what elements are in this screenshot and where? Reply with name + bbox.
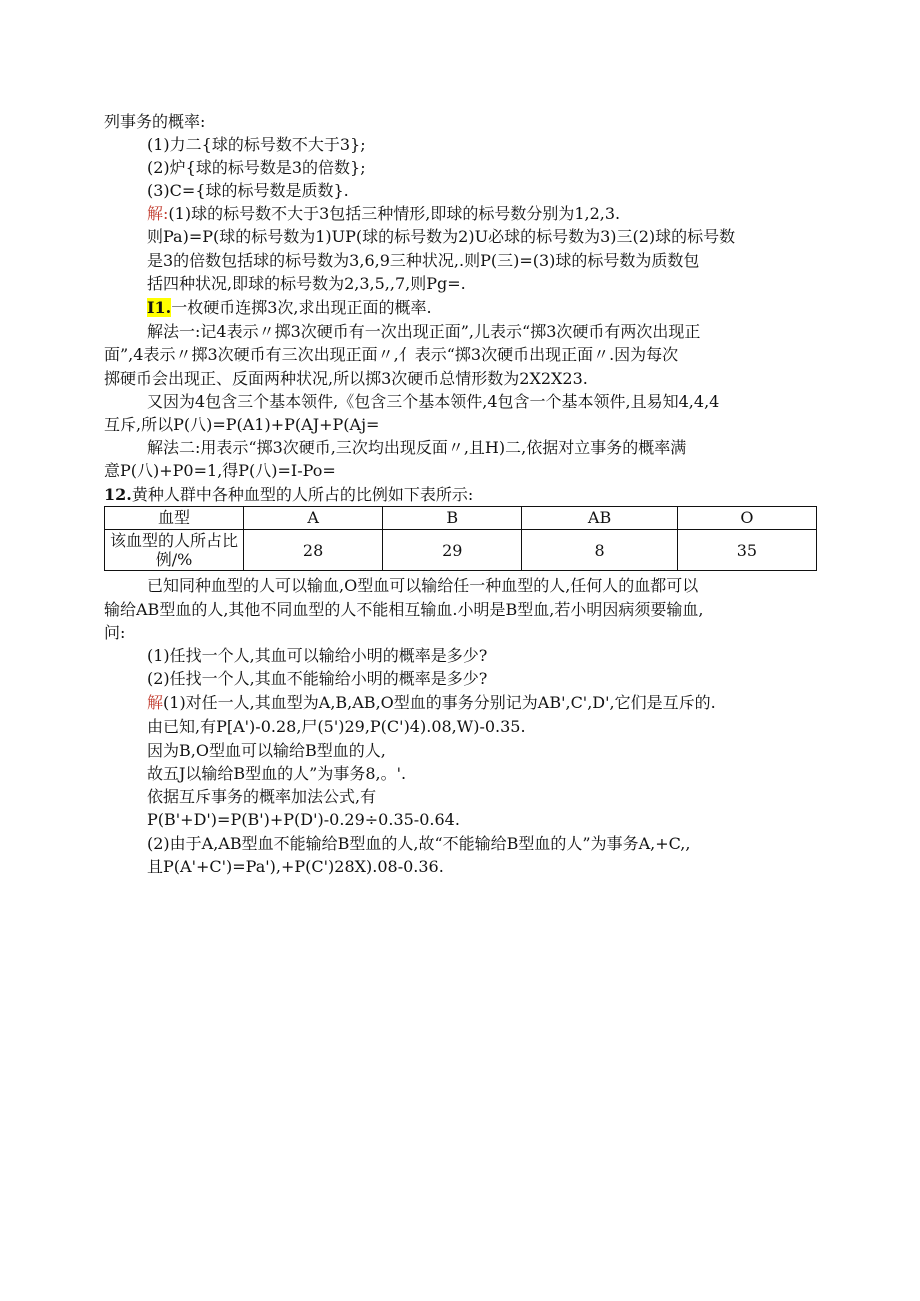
text-line: (3)C={球的标号数是质数}.: [147, 181, 349, 200]
text-line: (2)由于A,AB型血不能输给B型血的人,故“不能输给B型血的人”为事务A,+C,,: [147, 834, 691, 853]
table-row: [105, 530, 817, 571]
text-line: 解法二:用表示“掷3次硬币,三次均出现反面〃,且H)二,依据对立事务的概率满: [147, 438, 687, 457]
text-line: 是3的倍数包括球的标号数为3,6,9三种状况,.则P(三)=(3)球的标号数为质数包: [147, 251, 700, 270]
text-line: 括四种状况,即球的标号数为2,3,5,,7,则Pg=.: [147, 274, 466, 293]
solution-marker: 解: [147, 693, 164, 712]
text-line: (1)对任一人,其血型为A,B,AB,O型血的事务分别记为AB',C',D',它们是互斥的.: [163, 693, 716, 712]
blood-type-table: [104, 506, 817, 571]
text-line: 意P(八)+P0=1,得P(八)=I-Po=: [104, 461, 336, 480]
text-line: 列事务的概率:: [104, 112, 206, 131]
table-row: [105, 507, 817, 530]
text-line: 解法一:记4表示〃掷3次硬币有一次出现正面”,儿表示“掷3次硬币有两次出现正: [147, 322, 701, 341]
text-line: 互斥,所以P(八)=P(A1)+P(AJ+P(Aj=: [104, 415, 380, 434]
table-header-cell: 血型: [105, 507, 244, 530]
text-line: 输给AB型血的人,其他不同血型的人不能相互输血.小明是B型血,若小明因病须要输血,: [104, 600, 704, 619]
text-line: 则Pa)=P(球的标号数为1)UP(球的标号数为2)U必球的标号数为3)三(2)球的标号数: [147, 227, 736, 246]
text-line: (2)任找一个人,其血不能输给小明的概率是多少?: [147, 669, 488, 688]
text-line: 且P(A'+C')=Pa'),+P(C')28X).08-0.36.: [147, 857, 444, 876]
solution-line: [147, 203, 620, 225]
text-line: (2)炉{球的标号数是3的倍数};: [147, 158, 366, 177]
problem-12-line: [104, 484, 473, 506]
problem-12-number: 12.: [104, 485, 132, 504]
problem-11-number: I1.: [147, 298, 172, 317]
text-line: 面”,4表示〃掷3次硬币有三次出现正面〃,亻表示“掷3次硬币出现正面〃.因为每次: [104, 345, 679, 364]
text-line: 因为B,O型血可以输给B型血的人,: [147, 741, 386, 760]
problem-11-line: [147, 297, 432, 319]
text-line: 故五J以输给B型血的人”为事务8,。'.: [147, 764, 407, 783]
text-line: P(B'+D')=P(B')+P(D')-0.29÷0.35-0.64.: [147, 810, 460, 829]
solution-line: [147, 692, 716, 714]
table-cell: 35: [677, 530, 816, 571]
text-line: 黄种人群中各种血型的人所占的比例如下表所示:: [131, 485, 474, 504]
text-line: (1)力二{球的标号数不大于3};: [147, 135, 366, 154]
solution-marker: 解:: [147, 204, 169, 223]
text-line: (1)球的标号数不大于3包括三种情形,即球的标号数分别为1,2,3.: [168, 204, 621, 223]
table-row-label: 该血型的人所占比例/%: [105, 530, 244, 571]
table-cell: 29: [383, 530, 522, 571]
text-line: 一枚硬币连掷3次,求出现正面的概率.: [171, 298, 432, 317]
text-line: 依据互斥事务的概率加法公式,有: [147, 787, 377, 806]
text-line: (1)任找一个人,其血可以输给小明的概率是多少?: [147, 646, 488, 665]
table-cell: 8: [522, 530, 677, 571]
text-line: 又因为4包含三个基本领件,《包含三个基本领件,4包含一个基本领件,且易知4,4,4: [147, 392, 720, 411]
table-header-cell: O: [677, 507, 816, 530]
text-line: 由已知,有P[A')-0.28,尸(5')29,P(C')4).08,W)-0.35.: [147, 717, 526, 736]
text-line: 已知同种血型的人可以输血,O型血可以输给任一种血型的人,任何人的血都可以: [147, 576, 699, 595]
text-line: 掷硬币会出现正、反面两种状况,所以掷3次硬币总情形数为2X2X23.: [104, 369, 588, 388]
table-header-cell: AB: [522, 507, 677, 530]
table-header-cell: B: [383, 507, 522, 530]
text-line: 问:: [104, 623, 126, 642]
table-cell: 28: [244, 530, 383, 571]
table-header-cell: A: [244, 507, 383, 530]
